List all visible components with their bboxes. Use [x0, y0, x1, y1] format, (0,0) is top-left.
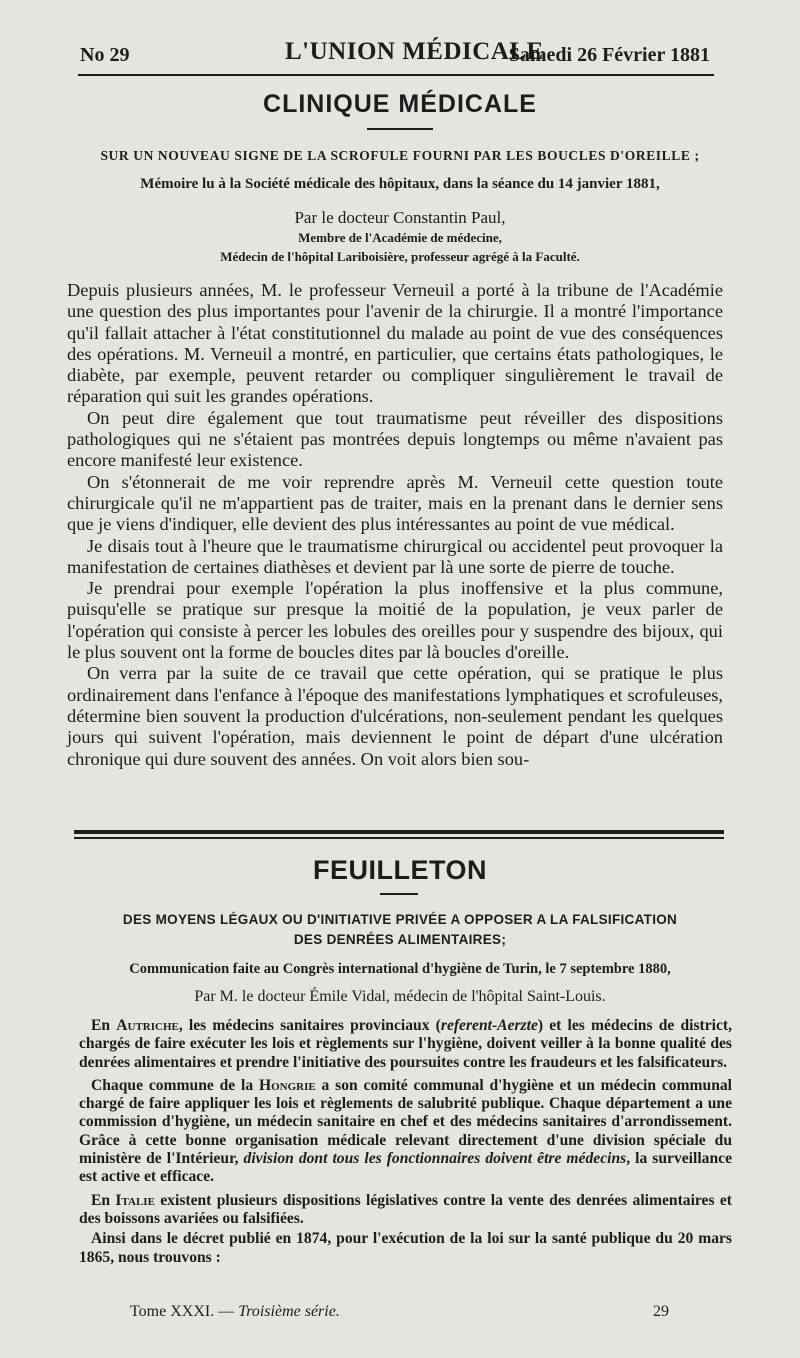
paragraph: Je disais tout à l'heure que le traumatisme chirurgical ou accidentel peut provoquer la manifestation de certaines diathèses et devient par là une sorte de pierre de touche.	[67, 535, 723, 577]
footer-tome: Tome XXXI. — Troisième série.	[130, 1303, 340, 1320]
country-name: Italie	[115, 1191, 155, 1209]
paragraph-decret: Ainsi dans le décret publié en 1874, pour l'exécution de la loi sur la santé publique du 20 mars 1865, nous trouvons :	[79, 1230, 732, 1266]
feuilleton-subtitle-2: DES DENRÉES ALIMENTAIRES;	[293, 932, 507, 947]
author-line: Par le docteur Constantin Paul,	[294, 208, 506, 227]
publication-title: L'UNION MÉDICALE	[285, 38, 544, 65]
country-name: Hongrie	[258, 1076, 316, 1094]
section-title: CLINIQUE MÉDICALE	[263, 90, 537, 118]
paragraph-autriche: En Autriche, les médecins sanitaires provinciaux (referent-Aerzte) et les médecins de district, chargés de faire exécuter les lois et règlements sur l'hygiène, doivent veiller à la bonne qualité des denrées alimentaires et prendre l'initiative des poursuites contre les fraudeurs et les falsificateurs.	[79, 1017, 732, 1071]
page-header	[80, 38, 710, 68]
paragraph: On peut dire également que tout traumatisme peut réveiller des dispositions pathologiques qui ne s'étaient pas montrées depuis longtemps ou même n'avaient pas encore manifesté leur existence.	[67, 407, 723, 471]
issue-date: Samedi 26 Février 1881	[508, 44, 710, 66]
paragraph: On s'étonnerait de me voir reprendre après M. Verneuil cette question toute chirurgicale qu'il ne m'appartient pas de traiter, mais en la prenant dans le dernier sens que je viens d'indiquer, elle devient des plus intéressantes au point de vue médical.	[67, 471, 723, 535]
article-author	[0, 208, 800, 228]
article-memoire-note: Mémoire lu à la Société médicale des hôpitaux, dans la séance du 14 janvier 1881,	[140, 176, 660, 192]
feuilleton-title-underline	[380, 893, 418, 895]
paragraph: Je prendrai pour exemple l'opération la plus inoffensive et la plus commune, puisqu'elle se pratique sur presque la moitié de la population, je veux parler de l'opération qui consiste à percer les lobules des oreilles pour y suspendre des bijoux, qui le plus souvent ont la forme de boucles dites par là boucles d'oreille.	[67, 578, 723, 663]
paragraph-hongrie: Chaque commune de la Hongrie a son comité communal d'hygiène et un médecin communal chargé de faire appliquer les lois et règlements de salubrité publique. Chaque département a une commission d'hygiène, un médecin sanitaire en chef et des médecins sanitaires d'arrondissement. Grâce à cette bonne organisation médicale relevant directement d'une division spéciale du ministère de l'Intérieur, division dont tous les fonctionnaires doivent être médecins, la surveillance est active et efficace.	[79, 1076, 732, 1186]
feuilleton-body	[79, 1017, 732, 1272]
article-title: SUR UN NOUVEAU SIGNE DE LA SCROFULE FOURNI PAR LES BOUCLES D'OREILLE ;	[100, 148, 700, 163]
header-rule	[78, 74, 714, 76]
paragraph: Depuis plusieurs années, M. le professeur Verneuil a porté à la tribune de l'Académie une question des plus importantes pour l'avenir de la chirurgie. Il a montré l'importance qu'il fallait attacher à l'état constitutionnel du malade au point de vue des conséquences des opérations. M. Verneuil a montré, en particulier, que certains états pathologiques, le diabète, par exemple, peuvent retarder ou compliquer singulièrement le travail de réparation qui suit les grandes opérations.	[67, 280, 723, 407]
feuilleton-rule-thick	[74, 830, 724, 834]
section-title-underline	[367, 128, 433, 130]
footer-page-number: 29	[653, 1303, 669, 1320]
author-credential-1: Membre de l'Académie de médecine,	[298, 230, 502, 245]
issue-number: No 29	[80, 44, 130, 66]
country-name: Autriche	[116, 1017, 179, 1034]
feuilleton-subtitle-1: DES MOYENS LÉGAUX OU D'INITIATIVE PRIVÉE A OPPOSER A LA FALSIFICATION	[122, 912, 678, 927]
article-body	[67, 280, 723, 770]
feuilleton-rule-thin	[74, 837, 724, 839]
paragraph: On verra par la suite de ce travail que cette opération, qui se pratique le plus ordinairement dans l'enfance à l'époque des manifestations lymphatiques et scrofuleuses, détermine bien souvent la production d'ulcérations, non-seulement pendant les quelques jours qui suivent l'opération, mais deviennent le point de départ d'une ulcération chronique qui dure souvent des années. On voit alors bien sou-	[67, 663, 723, 769]
paragraph-italie: En Italie existent plusieurs dispositions législatives contre la vente des denrées alimentaires et des boissons avariées ou falsifiées.	[79, 1191, 732, 1227]
feuilleton-title: FEUILLETON	[312, 855, 487, 885]
feuilleton-communication: Communication faite au Congrès international d'hygiène de Turin, le 7 septembre 1880,	[129, 961, 671, 977]
author-credential-2: Médecin de l'hôpital Lariboisière, professeur agrégé à la Faculté.	[220, 249, 580, 264]
feuilleton-author: Par M. le docteur Émile Vidal, médecin de l'hôpital Saint-Louis.	[194, 988, 606, 1005]
